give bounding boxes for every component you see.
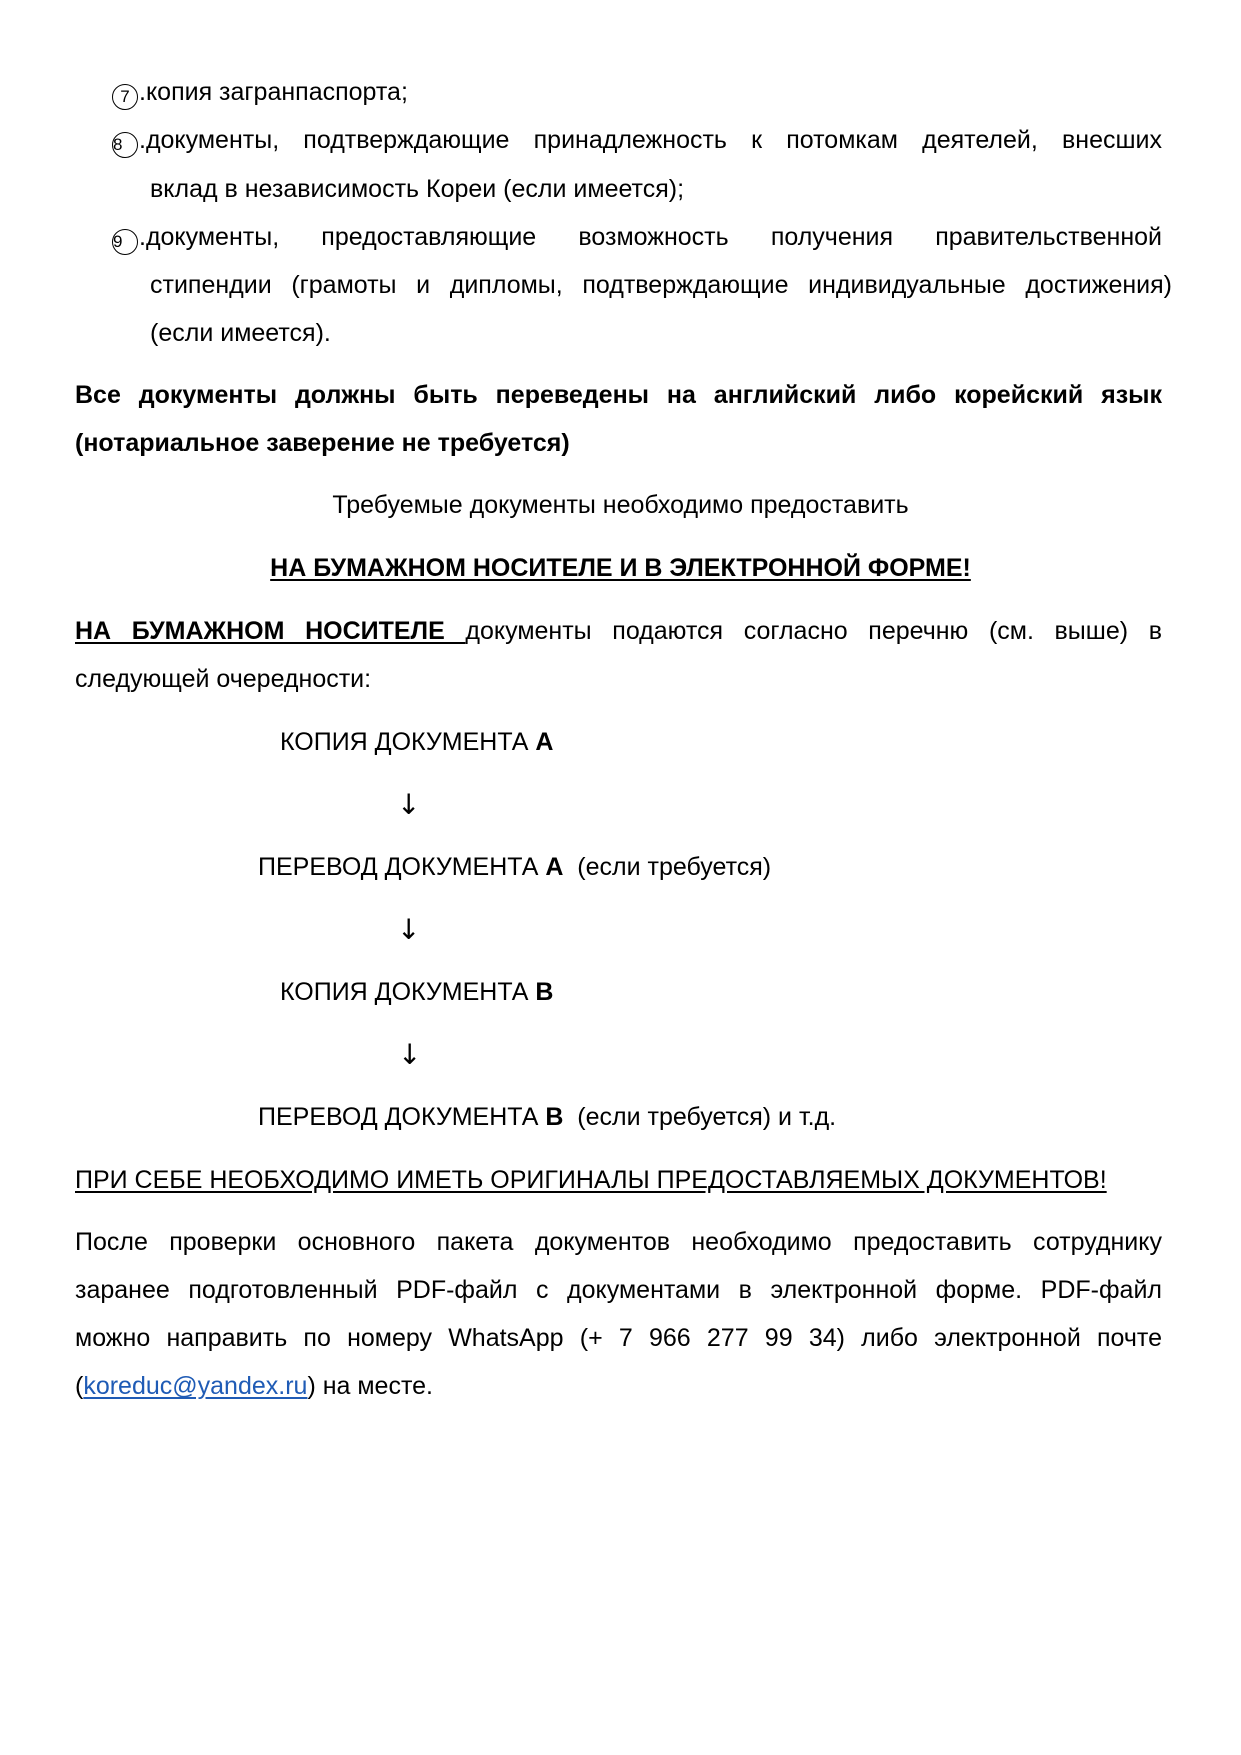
circled-number-8: 8 [112,132,138,158]
paper-label: НА БУМАЖНОМ НОСИТЕЛЕ [75,617,466,645]
submit-format-heading: НА БУМАЖНОМ НОСИТЕЛЕ И В ЭЛЕКТРОННОЙ ФОРМЕ! [270,554,971,582]
copy-document-a: КОПИЯ ДОКУМЕНТА А [280,728,554,756]
circled-number-9: 9 [112,229,138,255]
list-item-8-line1: 8 .документы, подтверждающие принадлежность к потомкам деятелей, внесших [112,125,1162,158]
list-item-9-line3: (если имеется). [150,319,331,347]
list-item-8-line2: вклад в независимость Кореи (если имеется); [150,175,685,203]
down-arrow-icon: ↓ [397,913,421,946]
down-arrow-icon: ↓ [398,1038,422,1071]
list-item-9-line2: стипендии (грамоты и дипломы, подтверждающие индивидуальные достижения) [150,271,1172,299]
after-check-line3: можно направить по номеру WhatsApp (+ 7 966 277 99 34) либо электронной почте [75,1324,1162,1352]
originals-notice: ПРИ СЕБЕ НЕОБХОДИМО ИМЕТЬ ОРИГИНАЛЫ ПРЕДОСТАВЛЯЕМЫХ ДОКУМЕНТОВ! [75,1166,1107,1194]
paper-order-line2: следующей очередности: [75,665,372,693]
list-item-7-text: .копия загранпаспорта; [139,78,408,106]
circled-number-7: 7 [112,84,138,110]
after-check-line1: После проверки основного пакета документов необходимо предоставить сотруднику [75,1228,1162,1256]
submit-requirement-text: Требуемые документы необходимо предоставить [332,491,909,519]
after-check-line4: (koreduc@yandex.ru) на месте. [75,1372,433,1400]
down-arrow-icon: ↓ [397,788,421,821]
copy-document-b: КОПИЯ ДОКУМЕНТА В [280,978,554,1006]
translation-notice-line2: (нотариальное заверение не требуется) [75,429,570,457]
email-link[interactable]: koreduc@yandex.ru [83,1372,308,1400]
translation-document-b: ПЕРЕВОД ДОКУМЕНТА В (если требуется) и т.д. [258,1103,837,1131]
translation-notice-line1: Все документы должны быть переведены на английский либо корейский язык [75,381,1162,409]
paper-order-line1: НА БУМАЖНОМ НОСИТЕЛЕ документы подаются согласно перечню (см. выше) в [75,617,1162,645]
translation-document-a: ПЕРЕВОД ДОКУМЕНТА А (если требуется) [258,853,772,881]
after-check-line2: заранее подготовленный PDF-файл с документами в электронной форме. PDF-файл [75,1276,1162,1304]
list-item-9-line1: 9 .документы, предоставляющие возможность получения правительственной [112,222,1162,255]
list-item-7 [112,77,408,110]
